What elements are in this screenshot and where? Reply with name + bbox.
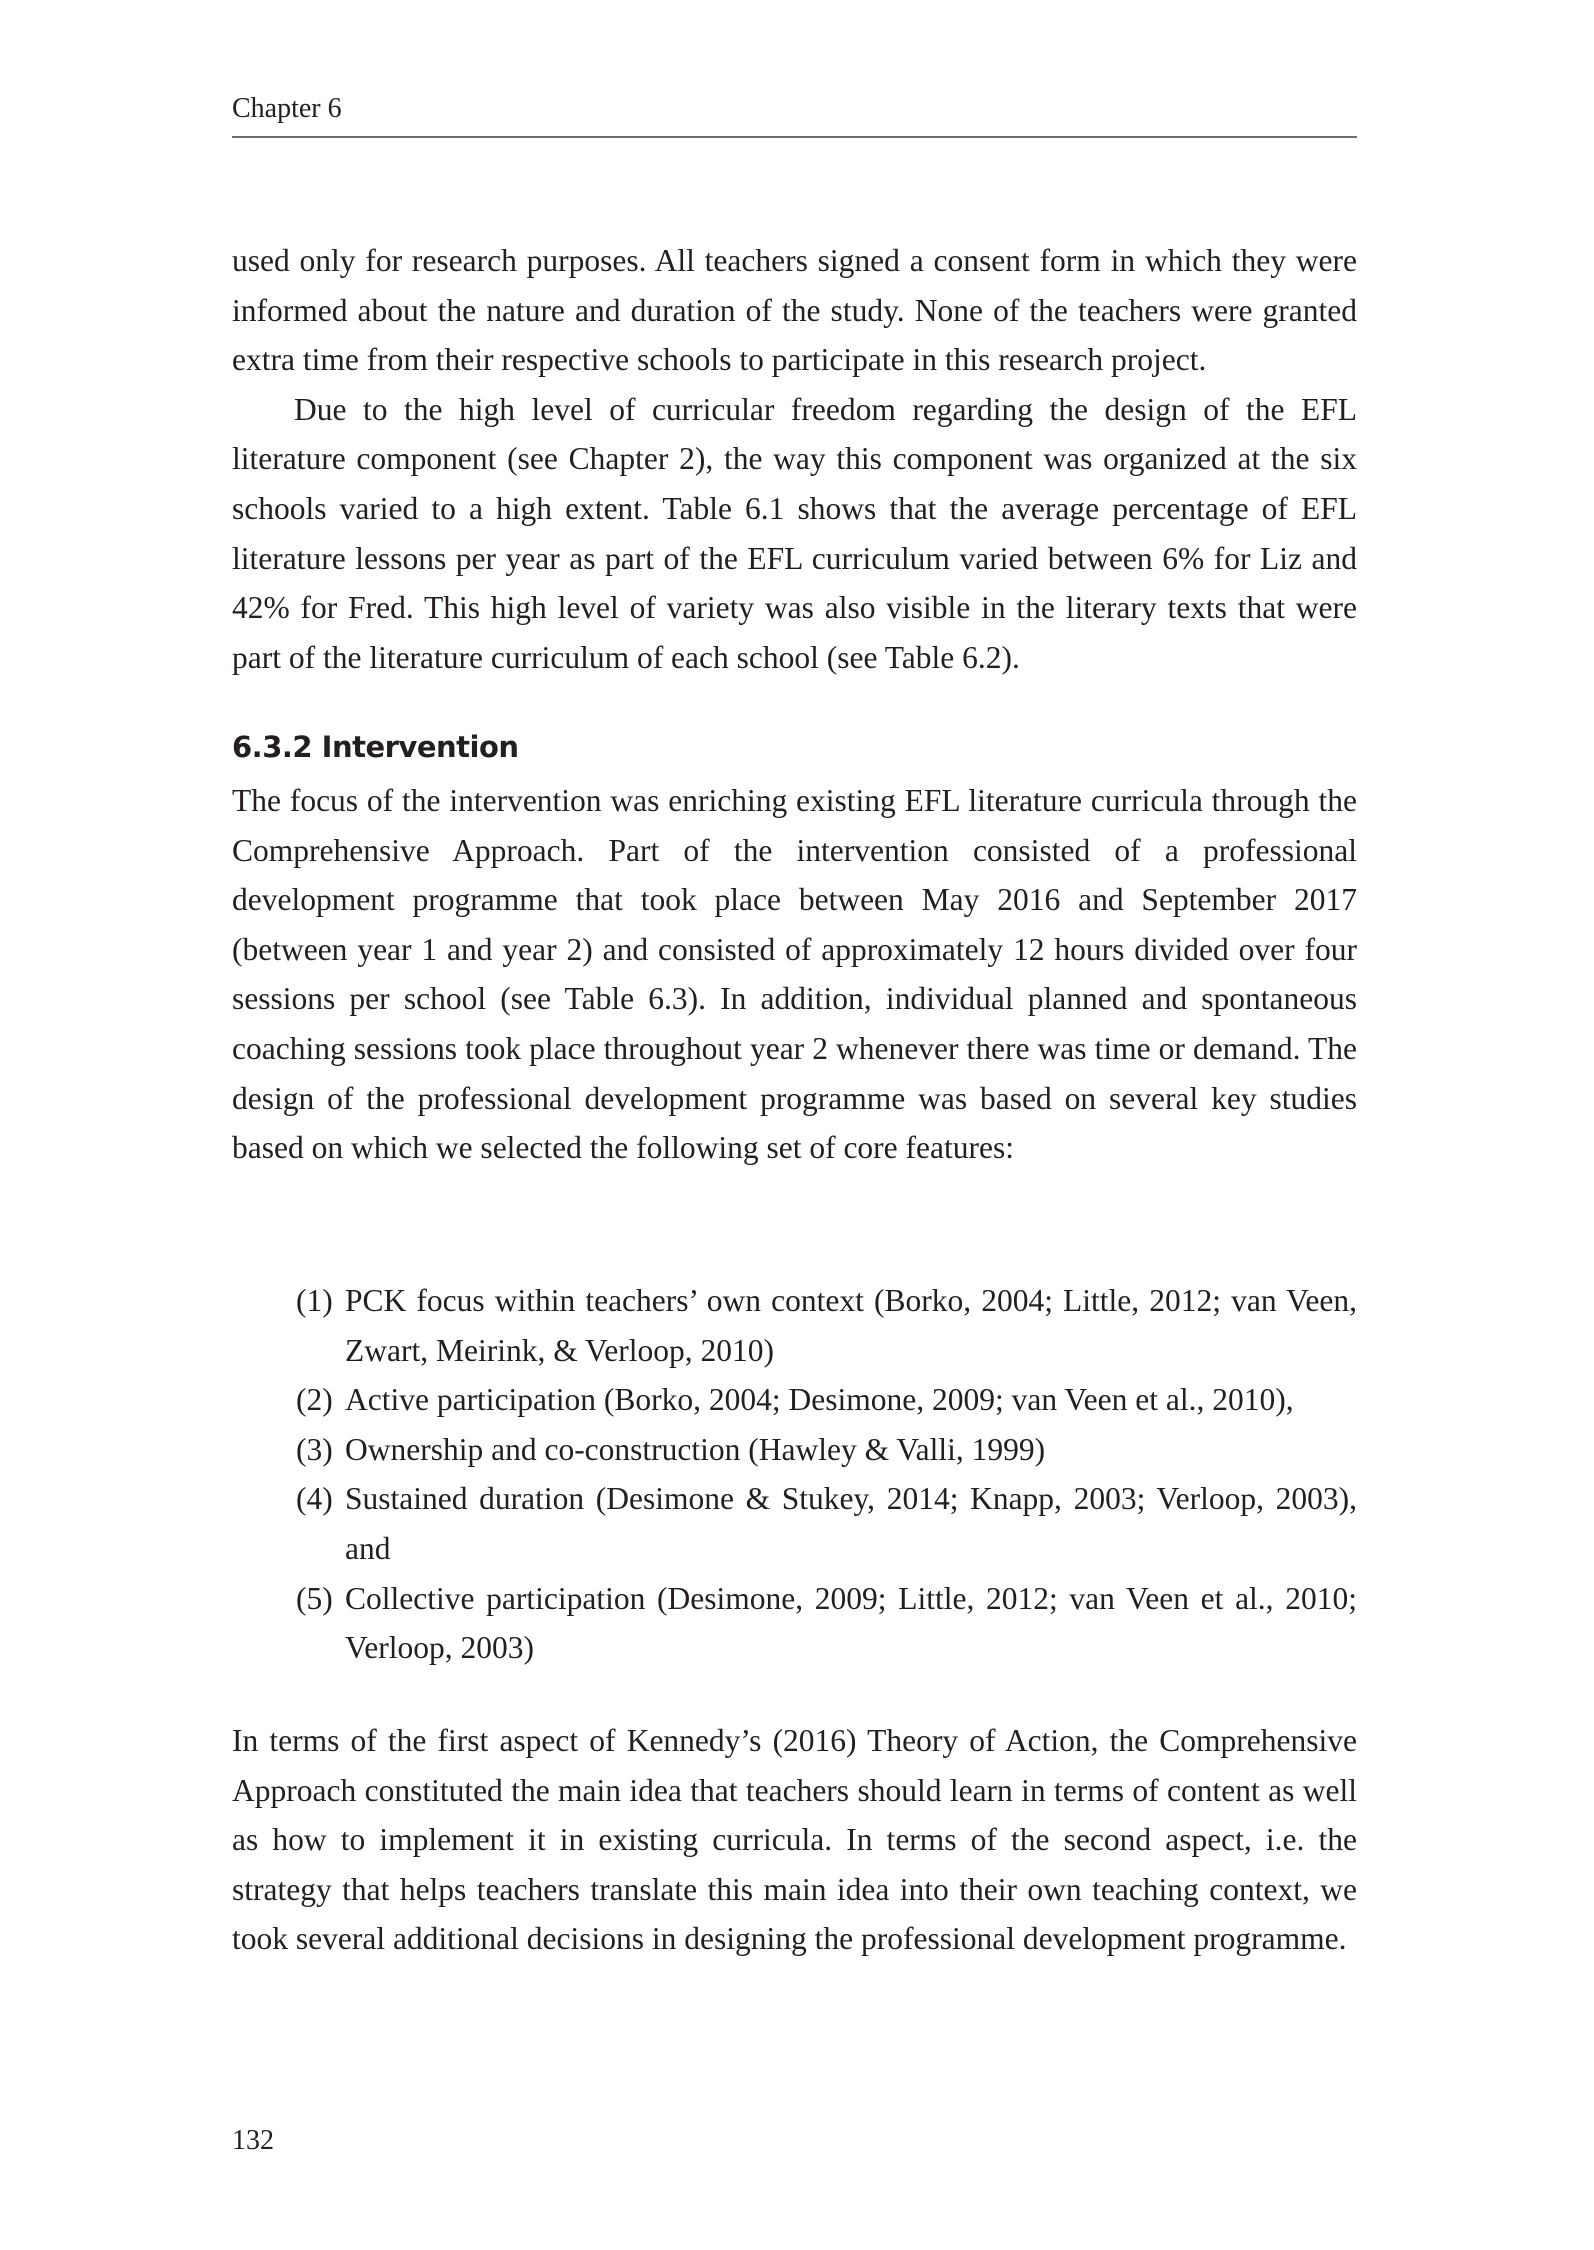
running-head: Chapter 6	[232, 93, 342, 124]
paragraph: In terms of the first aspect of Kennedy’s (2016) Theory of Action, the Comprehensive Approach constituted the main idea that teachers should learn in terms of content as well as how to implement it in existing curricula. In terms of the second aspect, i.e. the strategy that helps teachers translate this main idea into their own teaching context, we took several additional decisions in designing the professional development programme.	[232, 1723, 1357, 1957]
body-text-block-1	[232, 236, 1357, 682]
list-item-text: Ownership and co-construction (Hawley & Valli, 1999)	[345, 1431, 1046, 1467]
list-number: (4)	[296, 1481, 333, 1517]
list-item-text: Sustained duration (Desimone & Stukey, 2014; Knapp, 2003; Verloop, 2003), and	[345, 1481, 1357, 1566]
section-heading: 6.3.2 Intervention	[232, 730, 519, 764]
list-item	[296, 1375, 1357, 1425]
list-item-text: Active participation (Borko, 2004; Desimone, 2009; van Veen et al., 2010),	[345, 1382, 1294, 1418]
list-item	[296, 1574, 1357, 1673]
body-text-block-3	[232, 1716, 1357, 1964]
paragraph: used only for research purposes. All teachers signed a consent form in which they were informed about the nature and duration of the study. None of the teachers were granted extra time from their respective schools to participate in this research project.	[232, 243, 1357, 378]
list-number: (5)	[296, 1580, 333, 1616]
list-item	[296, 1474, 1357, 1573]
list-number: (1)	[296, 1283, 333, 1318]
paragraph: Due to the high level of curricular freedom regarding the design of the EFL literature component (see Chapter 2), the way this component was organized at the six schools varied to a high extent. Table 6.1 shows that the average percentage of EFL literature lessons per year as part of the EFL curriculum varied between 6% for Liz and 42% for Fred. This high level of variety was also visible in the literary texts that were part of the literature curriculum of each school (see Table 6.2).	[232, 391, 1357, 675]
body-text-block-2	[232, 776, 1357, 1173]
list-number: (3)	[296, 1431, 333, 1467]
list-item-text: PCK focus within teachers’ own context (Borko, 2004; Little, 2012; van Veen, Zwart, Meirink, & Verloop, 2010)	[345, 1283, 1357, 1368]
header-rule	[232, 136, 1357, 138]
list-number: (2)	[296, 1382, 333, 1418]
paragraph: The focus of the intervention was enriching existing EFL literature curricula through the Comprehensive Approach. Part of the intervention consisted of a professional development programme that took place between May 2016 and September 2017 (between year 1 and year 2) and consisted of approximately 12 hours divided over four sessions per school (see Table 6.3). In addition, individual planned and spontaneous coaching sessions took place throughout year 2 whenever there was time or demand. The design of the professional development programme was based on several key studies based on which we selected the following set of core features:	[232, 783, 1357, 1166]
page-number: 132	[232, 2125, 274, 2156]
list-item	[296, 1425, 1357, 1475]
list-item-text: Collective participation (Desimone, 2009; Little, 2012; van Veen et al., 2010; Verloop, 2003)	[345, 1580, 1357, 1666]
list-item	[296, 1276, 1357, 1375]
core-features-list	[296, 1276, 1357, 1673]
